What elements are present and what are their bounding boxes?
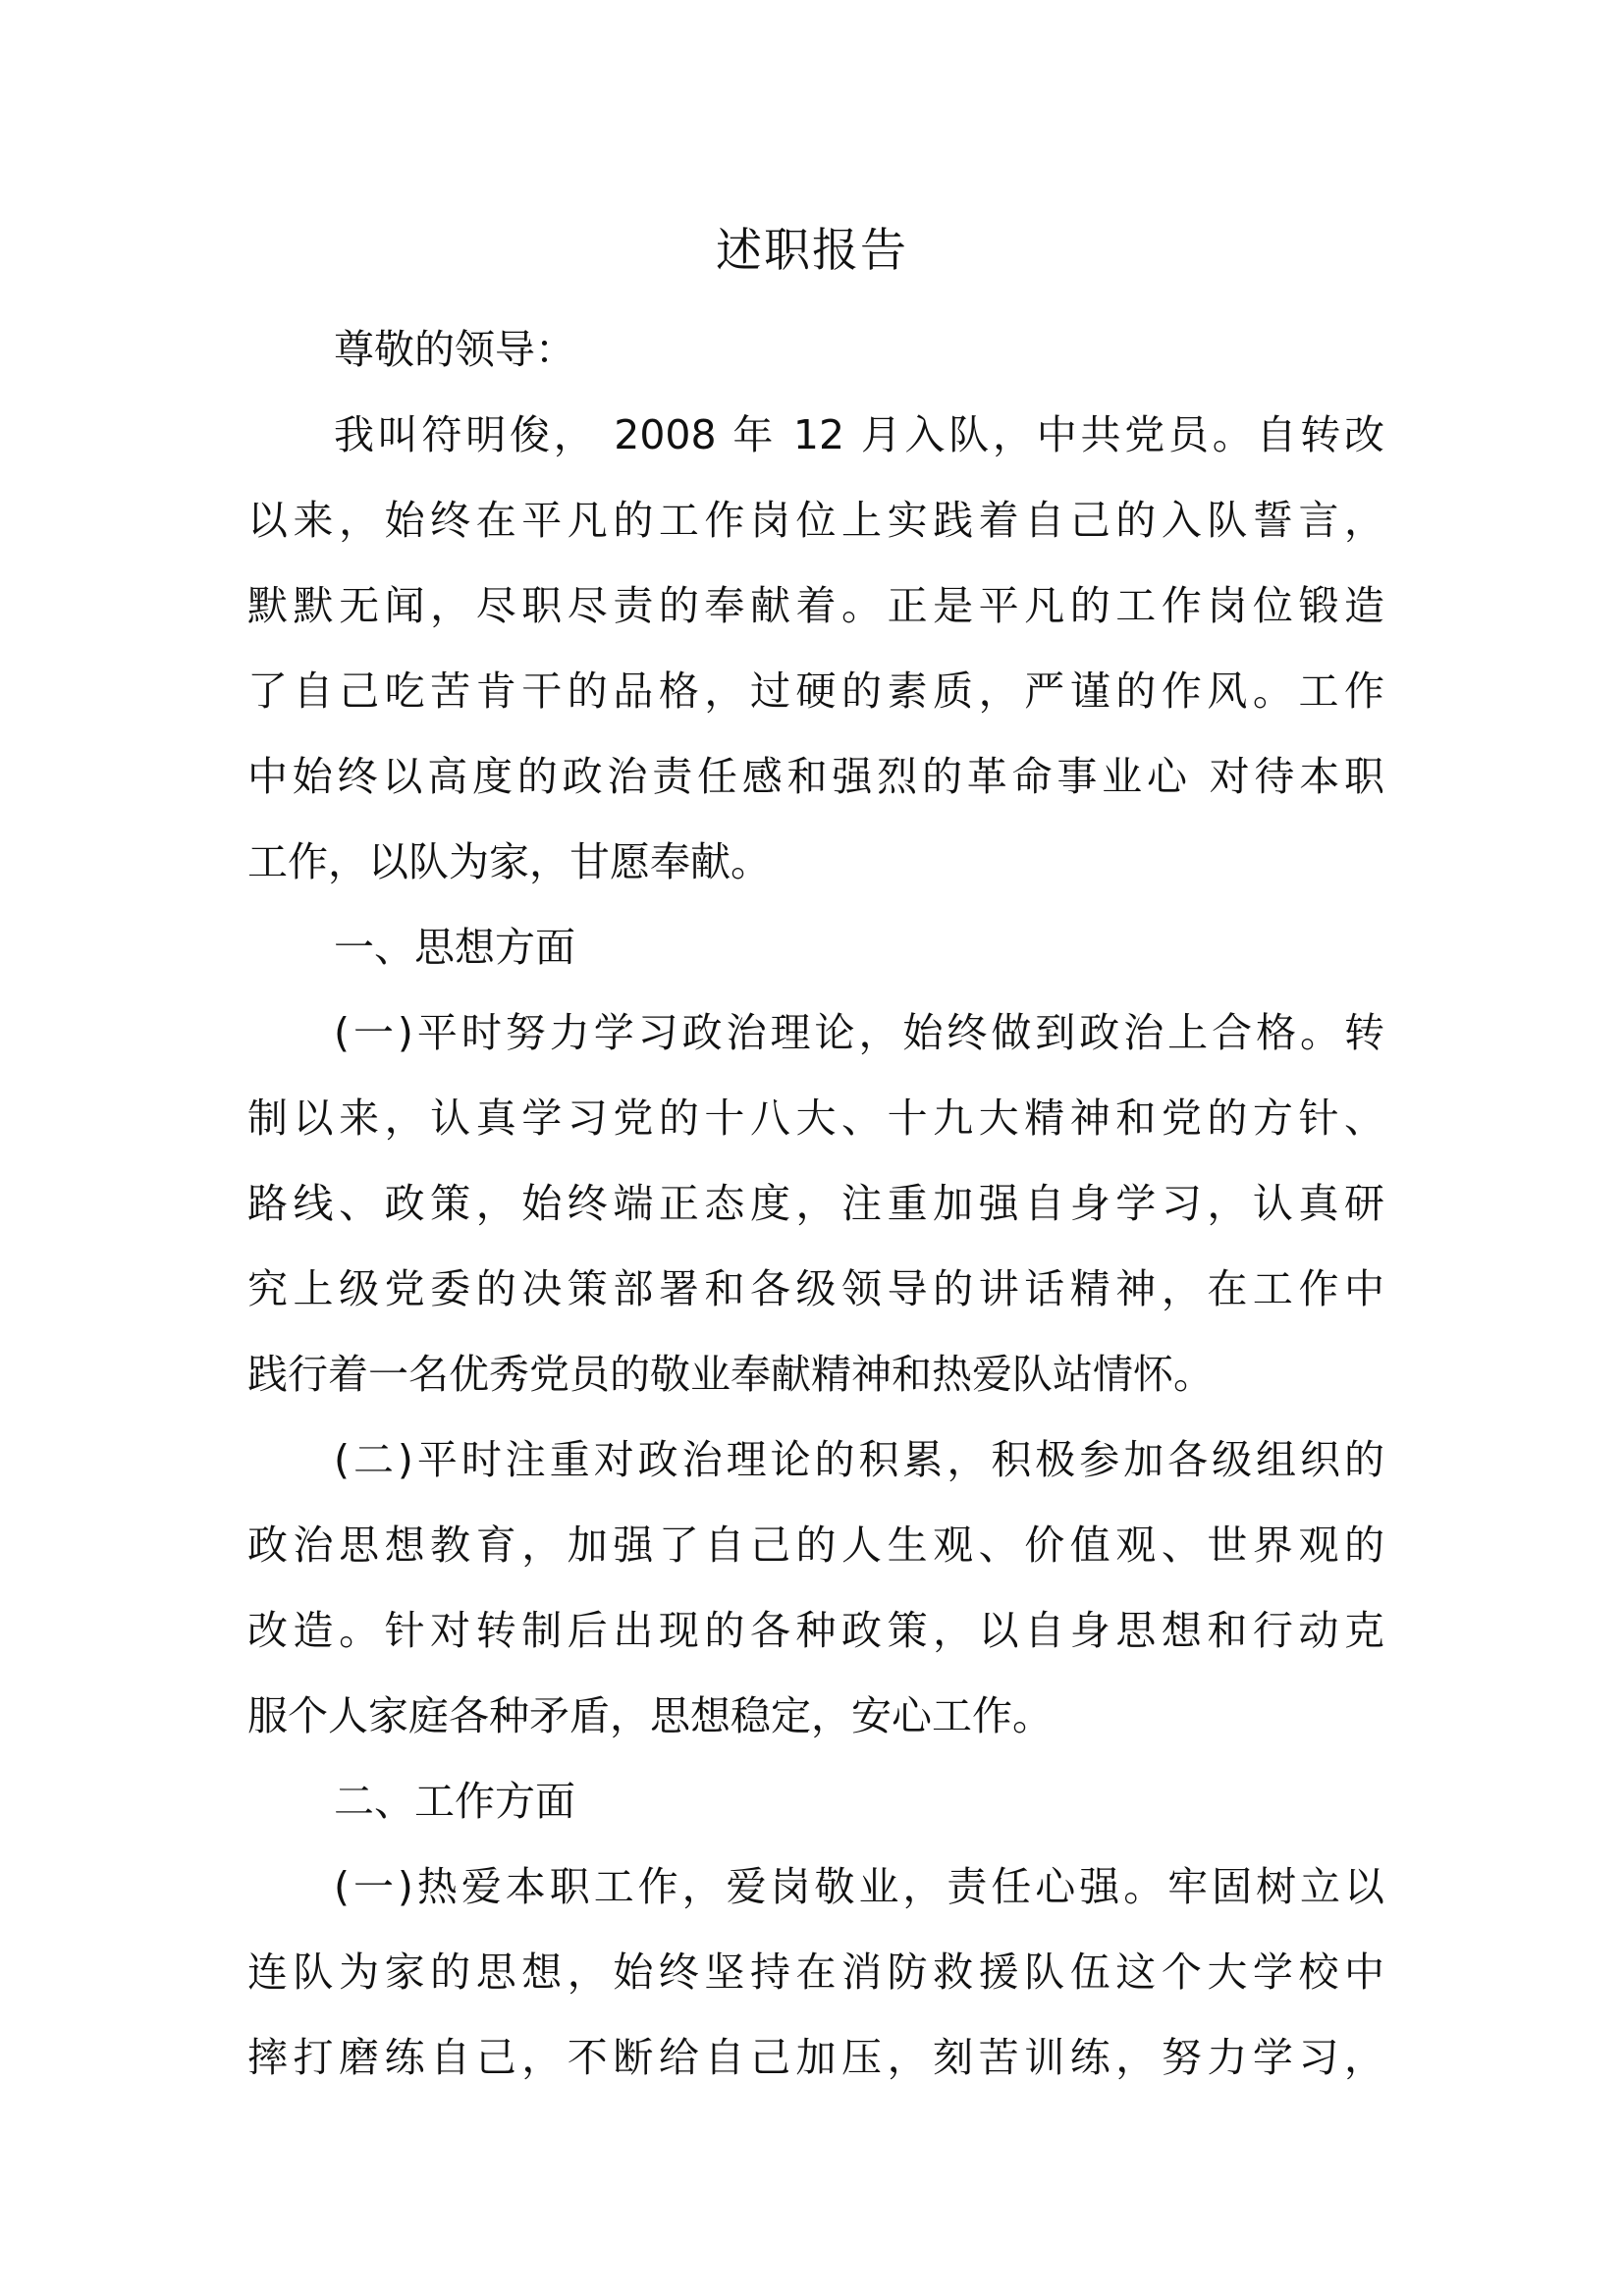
paragraph-line: (一)平时努力学习政治理论，始终做到政治上合格。转 (334, 1009, 1384, 1056)
paragraph-line: (一)热爱本职工作，爱岗敬业，责任心强。牢固树立以 (334, 1863, 1384, 1910)
paragraph-line: (二)平时注重对政治理论的积累，积极参加各级组织的 (334, 1436, 1384, 1483)
paragraph-line: 摔打磨练自己，不断给自己加压，刻苦训练，努力学习， (247, 2034, 1384, 2081)
paragraph-line: 了自己吃苦肯干的品格，过硬的素质，严谨的作风。工作 (247, 667, 1384, 715)
paragraph-line: 践行着一名优秀党员的敬业奉献精神和热爱队站情怀。 (247, 1351, 1214, 1398)
document-title: 述职报告 (716, 224, 908, 278)
paragraph-line: 以来，始终在平凡的工作岗位上实践着自己的入队誓言， (247, 497, 1384, 544)
paragraph-line: 政治思想教育，加强了自己的人生观、价值观、世界观的 (247, 1522, 1384, 1569)
paragraph-line: 服个人家庭各种矛盾，思想稳定，安心工作。 (247, 1692, 1053, 1739)
paragraph-line: 连队为家的思想，始终坚持在消防救援队伍这个大学校中 (247, 1949, 1384, 1996)
paragraph-line: 工作，以队为家，甘愿奉献。 (247, 838, 771, 885)
paragraph-line: 究上级党委的决策部署和各级领导的讲话精神，在工作中 (247, 1265, 1384, 1312)
section-heading: 一、思想方面 (334, 924, 575, 971)
paragraph-line: 制以来，认真学习党的十八大、十九大精神和党的方针、 (247, 1095, 1384, 1142)
salutation: 尊敬的领导： (334, 326, 575, 373)
paragraph-line: 我叫符明俊， 2008 年 12 月入队，中共党员。自转改 (334, 411, 1384, 458)
paragraph-line: 改造。针对转制后出现的各种政策，以自身思想和行动克 (247, 1607, 1384, 1654)
paragraph-line: 中始终以高度的政治责任感和强烈的革命事业心 对待本职 (247, 753, 1384, 800)
paragraph-line: 路线、政策，始终端正态度，注重加强自身学习，认真研 (247, 1180, 1384, 1227)
paragraph-line: 默默无闻，尽职尽责的奉献着。正是平凡的工作岗位锻造 (247, 582, 1384, 629)
section-heading: 二、工作方面 (334, 1778, 575, 1825)
